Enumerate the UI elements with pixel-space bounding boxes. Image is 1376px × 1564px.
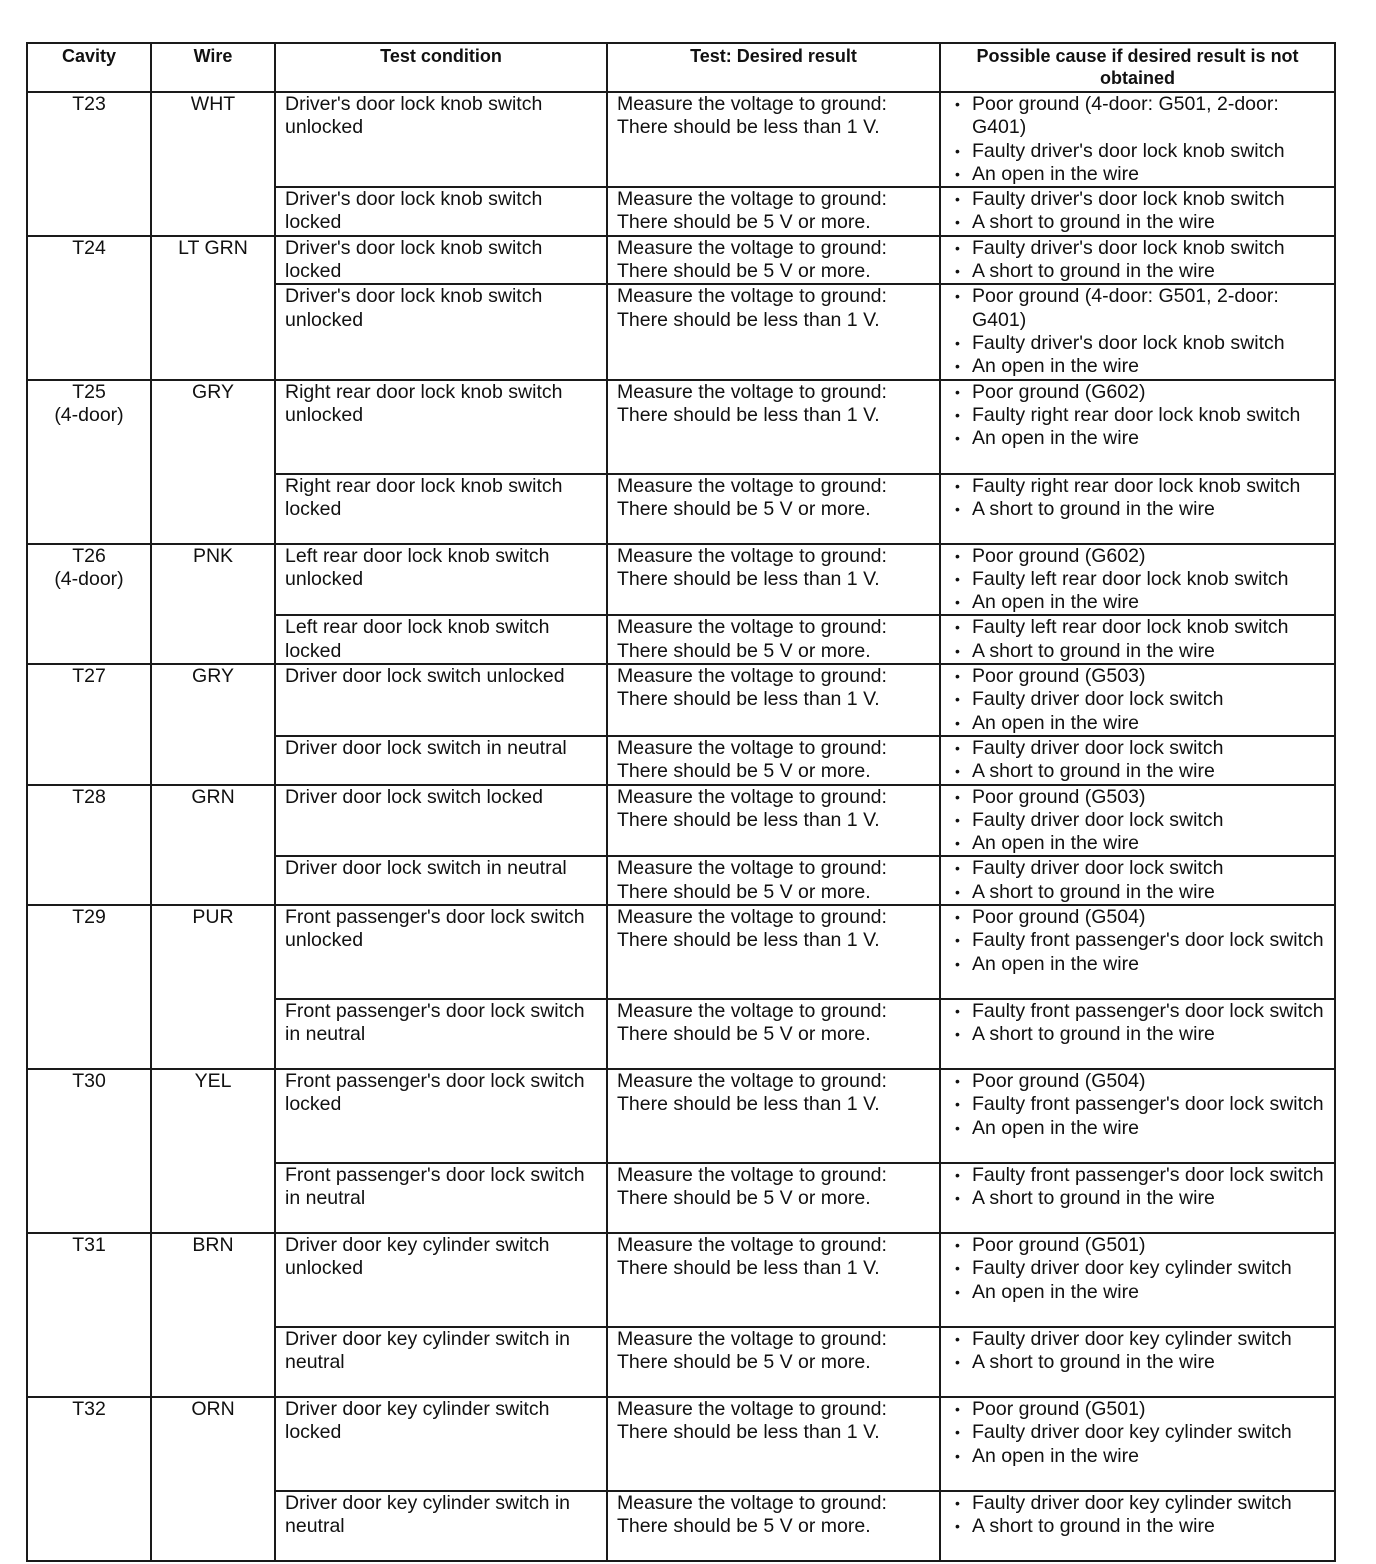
cavity-id: T27 bbox=[72, 665, 106, 688]
cause-item: • An open in the wire bbox=[950, 953, 1328, 976]
desired-result-cell: Measure the voltage to ground: There should be 5 V or more. bbox=[607, 736, 940, 785]
test-condition-cell: Driver door lock switch unlocked bbox=[275, 664, 607, 736]
desired-result-cell: Measure the voltage to ground: There should be 5 V or more. bbox=[607, 1163, 940, 1233]
test-condition-cell: Driver door key cylinder switch in neutral bbox=[275, 1491, 607, 1561]
test-condition-cell: Right rear door lock knob switch locked bbox=[275, 474, 607, 544]
possible-cause-cell bbox=[940, 236, 1335, 285]
cause-list bbox=[950, 857, 1328, 904]
desired-result-cell: Measure the voltage to ground: There should be less than 1 V. bbox=[607, 1233, 940, 1327]
desired-result-cell: Measure the voltage to ground: There should be less than 1 V. bbox=[607, 284, 940, 379]
cause-list bbox=[950, 786, 1328, 856]
cause-list bbox=[950, 1164, 1328, 1211]
cause-item: • Faulty left rear door lock knob switch bbox=[950, 616, 1328, 639]
cause-item: • Faulty driver's door lock knob switch bbox=[950, 332, 1328, 355]
test-condition-cell: Front passenger's door lock switch in neutral bbox=[275, 1163, 607, 1233]
cause-list bbox=[950, 1234, 1328, 1304]
cause-item: • A short to ground in the wire bbox=[950, 211, 1328, 234]
test-condition-cell: Right rear door lock knob switch unlocked bbox=[275, 380, 607, 474]
cause-item: • An open in the wire bbox=[950, 427, 1328, 450]
cavity-note: (4-door) bbox=[54, 567, 124, 590]
wire-color-cell: PUR bbox=[151, 905, 275, 1069]
cavity-cell bbox=[27, 1069, 151, 1233]
cause-list bbox=[950, 237, 1328, 284]
wire-color-cell: YEL bbox=[151, 1069, 275, 1233]
test-condition-cell: Left rear door lock knob switch locked bbox=[275, 615, 607, 664]
cause-item: • An open in the wire bbox=[950, 163, 1328, 186]
cavity-cell bbox=[27, 1397, 151, 1561]
test-condition-cell: Front passenger's door lock switch unlocked bbox=[275, 905, 607, 999]
cause-item: • Faulty driver door key cylinder switch bbox=[950, 1492, 1328, 1515]
table-row bbox=[27, 544, 1335, 616]
cause-item: • Faulty driver door key cylinder switch bbox=[950, 1328, 1328, 1351]
test-condition-cell: Driver door lock switch in neutral bbox=[275, 736, 607, 785]
test-condition-cell: Driver's door lock knob switch unlocked bbox=[275, 92, 607, 187]
table-row bbox=[27, 1233, 1335, 1327]
cause-item: • Faulty driver door lock switch bbox=[950, 737, 1328, 760]
desired-result-cell: Measure the voltage to ground: There should be less than 1 V. bbox=[607, 92, 940, 187]
cause-item: • A short to ground in the wire bbox=[950, 881, 1328, 904]
possible-cause-cell bbox=[940, 544, 1335, 616]
cause-item: • A short to ground in the wire bbox=[950, 498, 1328, 521]
cause-item: • Faulty right rear door lock knob switch bbox=[950, 475, 1328, 498]
desired-result-cell: Measure the voltage to ground: There should be less than 1 V. bbox=[607, 1069, 940, 1163]
table-row bbox=[27, 92, 1335, 187]
desired-result-cell: Measure the voltage to ground: There should be less than 1 V. bbox=[607, 785, 940, 857]
possible-cause-cell bbox=[940, 474, 1335, 544]
cause-item: • Poor ground (G503) bbox=[950, 786, 1328, 809]
possible-cause-cell bbox=[940, 615, 1335, 664]
cause-item: • An open in the wire bbox=[950, 712, 1328, 735]
cause-list bbox=[950, 1492, 1328, 1539]
desired-result-cell: Measure the voltage to ground: There should be 5 V or more. bbox=[607, 615, 940, 664]
test-condition-cell: Driver door lock switch locked bbox=[275, 785, 607, 857]
test-condition-cell: Driver's door lock knob switch unlocked bbox=[275, 284, 607, 379]
cavity-cell bbox=[27, 544, 151, 664]
cause-item: • Poor ground (G503) bbox=[950, 665, 1328, 688]
cavity-id: T24 bbox=[72, 236, 106, 259]
wire-color-cell: ORN bbox=[151, 1397, 275, 1561]
cause-item: • Poor ground (G602) bbox=[950, 381, 1328, 404]
header-row bbox=[27, 43, 1335, 92]
table-row bbox=[27, 1397, 1335, 1491]
cause-item: • Faulty left rear door lock knob switch bbox=[950, 568, 1328, 591]
test-table bbox=[26, 42, 1336, 1562]
cause-item: • A short to ground in the wire bbox=[950, 1515, 1328, 1538]
cause-list bbox=[950, 545, 1328, 615]
desired-result-cell: Measure the voltage to ground: There should be 5 V or more. bbox=[607, 1491, 940, 1561]
table-row bbox=[27, 664, 1335, 736]
cause-item: • Faulty right rear door lock knob switch bbox=[950, 404, 1328, 427]
cavity-cell bbox=[27, 236, 151, 380]
possible-cause-cell bbox=[940, 736, 1335, 785]
cause-list bbox=[950, 1398, 1328, 1468]
cause-item: • Faulty front passenger's door lock switch bbox=[950, 1093, 1328, 1116]
desired-result-cell: Measure the voltage to ground: There should be 5 V or more. bbox=[607, 236, 940, 285]
table-row bbox=[27, 380, 1335, 474]
cause-item: • Poor ground (G504) bbox=[950, 906, 1328, 929]
wire-color-cell: GRY bbox=[151, 380, 275, 544]
test-condition-cell: Driver door lock switch in neutral bbox=[275, 856, 607, 905]
cavity-note: (4-door) bbox=[54, 403, 124, 426]
cause-item: • Poor ground (G501) bbox=[950, 1398, 1328, 1421]
cavity-id: T23 bbox=[72, 93, 106, 115]
cavity-id: T28 bbox=[72, 785, 106, 808]
cause-item: • Faulty driver's door lock knob switch bbox=[950, 188, 1328, 211]
test-condition-cell: Front passenger's door lock switch in neutral bbox=[275, 999, 607, 1069]
cause-list bbox=[950, 1070, 1328, 1140]
cavity-id: T30 bbox=[72, 1070, 106, 1093]
test-condition-cell: Driver's door lock knob switch locked bbox=[275, 236, 607, 285]
possible-cause-cell bbox=[940, 92, 1335, 187]
cavity-cell bbox=[27, 380, 151, 544]
cavity-id: T31 bbox=[72, 1234, 106, 1257]
cause-item: • A short to ground in the wire bbox=[950, 260, 1328, 283]
possible-cause-cell bbox=[940, 187, 1335, 236]
possible-cause-cell bbox=[940, 1491, 1335, 1561]
cavity-id: T26 bbox=[72, 544, 106, 567]
cause-item: • An open in the wire bbox=[950, 1117, 1328, 1140]
cause-item: • A short to ground in the wire bbox=[950, 1351, 1328, 1374]
cause-item: • A short to ground in the wire bbox=[950, 1187, 1328, 1210]
wire-color-cell: GRN bbox=[151, 785, 275, 905]
desired-result-cell: Measure the voltage to ground: There should be 5 V or more. bbox=[607, 187, 940, 236]
cavity-cell bbox=[27, 92, 151, 236]
table-row bbox=[27, 785, 1335, 857]
wire-color-cell: BRN bbox=[151, 1233, 275, 1397]
possible-cause-cell bbox=[940, 1327, 1335, 1397]
cause-item: • Poor ground (G501) bbox=[950, 1234, 1328, 1257]
table-row bbox=[27, 905, 1335, 999]
cause-list bbox=[950, 665, 1328, 735]
cause-item: • Faulty driver door key cylinder switch bbox=[950, 1257, 1328, 1280]
possible-cause-cell bbox=[940, 284, 1335, 379]
test-condition-cell: Left rear door lock knob switch unlocked bbox=[275, 544, 607, 616]
header-cavity: Cavity bbox=[27, 43, 151, 92]
cause-item: • Faulty front passenger's door lock switch bbox=[950, 1164, 1328, 1187]
cavity-cell bbox=[27, 664, 151, 784]
test-condition-cell: Driver's door lock knob switch locked bbox=[275, 187, 607, 236]
cause-item: • A short to ground in the wire bbox=[950, 640, 1328, 663]
cause-list bbox=[950, 906, 1328, 976]
wire-color-cell: WHT bbox=[151, 92, 275, 236]
possible-cause-cell bbox=[940, 1069, 1335, 1163]
possible-cause-cell bbox=[940, 1163, 1335, 1233]
cause-item: • Poor ground (4-door: G501, 2-door: G401) bbox=[950, 93, 1328, 140]
desired-result-cell: Measure the voltage to ground: There should be 5 V or more. bbox=[607, 1327, 940, 1397]
wire-color-cell: PNK bbox=[151, 544, 275, 664]
test-condition-cell: Front passenger's door lock switch locked bbox=[275, 1069, 607, 1163]
possible-cause-cell bbox=[940, 1233, 1335, 1327]
cause-list bbox=[950, 616, 1328, 663]
possible-cause-cell bbox=[940, 999, 1335, 1069]
table-wrapper bbox=[26, 42, 1334, 1562]
cause-item: • A short to ground in the wire bbox=[950, 760, 1328, 783]
wire-color-cell: GRY bbox=[151, 664, 275, 784]
cause-item: • An open in the wire bbox=[950, 355, 1328, 378]
desired-result-cell: Measure the voltage to ground: There should be 5 V or more. bbox=[607, 856, 940, 905]
cause-item: • An open in the wire bbox=[950, 832, 1328, 855]
table-header bbox=[27, 43, 1335, 92]
test-condition-cell: Driver door key cylinder switch unlocked bbox=[275, 1233, 607, 1327]
table-row bbox=[27, 236, 1335, 285]
desired-result-cell: Measure the voltage to ground: There should be 5 V or more. bbox=[607, 474, 940, 544]
cause-item: • Faulty driver door lock switch bbox=[950, 809, 1328, 832]
cause-item: • Faulty front passenger's door lock switch bbox=[950, 929, 1328, 952]
cause-item: • An open in the wire bbox=[950, 1445, 1328, 1468]
desired-result-cell: Measure the voltage to ground: There should be less than 1 V. bbox=[607, 664, 940, 736]
header-desired-result: Test: Desired result bbox=[607, 43, 940, 92]
possible-cause-cell bbox=[940, 380, 1335, 474]
cause-list bbox=[950, 1000, 1328, 1047]
cavity-cell bbox=[27, 1233, 151, 1397]
cause-item: • Faulty driver door lock switch bbox=[950, 688, 1328, 711]
test-condition-cell: Driver door key cylinder switch in neutral bbox=[275, 1327, 607, 1397]
cause-item: • Faulty front passenger's door lock switch bbox=[950, 1000, 1328, 1023]
cavity-cell bbox=[27, 785, 151, 905]
possible-cause-cell bbox=[940, 856, 1335, 905]
cavity-id: T29 bbox=[72, 906, 106, 929]
possible-cause-cell bbox=[940, 905, 1335, 999]
cause-item: • Faulty driver door lock switch bbox=[950, 857, 1328, 880]
cavity-id: T32 bbox=[72, 1398, 106, 1421]
possible-cause-cell bbox=[940, 1397, 1335, 1491]
possible-cause-cell bbox=[940, 664, 1335, 736]
desired-result-cell: Measure the voltage to ground: There should be 5 V or more. bbox=[607, 999, 940, 1069]
cavity-cell bbox=[27, 905, 151, 1069]
cause-item: • A short to ground in the wire bbox=[950, 1023, 1328, 1046]
cause-item: • Poor ground (4-door: G501, 2-door: G401) bbox=[950, 285, 1328, 332]
cause-item: • An open in the wire bbox=[950, 1281, 1328, 1304]
desired-result-cell: Measure the voltage to ground: There should be less than 1 V. bbox=[607, 1397, 940, 1491]
cause-list bbox=[950, 381, 1328, 451]
cause-item: • An open in the wire bbox=[950, 591, 1328, 614]
cause-list bbox=[950, 93, 1328, 186]
header-possible-cause: Possible cause if desired result is not obtained bbox=[940, 43, 1335, 92]
cause-item: • Faulty driver door key cylinder switch bbox=[950, 1421, 1328, 1444]
header-test-condition: Test condition bbox=[275, 43, 607, 92]
cause-list bbox=[950, 737, 1328, 784]
possible-cause-cell bbox=[940, 785, 1335, 857]
table-body bbox=[27, 92, 1335, 1561]
desired-result-cell: Measure the voltage to ground: There should be less than 1 V. bbox=[607, 544, 940, 616]
wire-color-cell: LT GRN bbox=[151, 236, 275, 380]
cause-list bbox=[950, 285, 1328, 378]
cause-list bbox=[950, 1328, 1328, 1375]
cause-item: • Faulty driver's door lock knob switch bbox=[950, 140, 1328, 163]
desired-result-cell: Measure the voltage to ground: There should be less than 1 V. bbox=[607, 905, 940, 999]
cause-item: • Poor ground (G602) bbox=[950, 545, 1328, 568]
test-condition-cell: Driver door key cylinder switch locked bbox=[275, 1397, 607, 1491]
cause-item: • Poor ground (G504) bbox=[950, 1070, 1328, 1093]
cause-list bbox=[950, 475, 1328, 522]
cause-item: • Faulty driver's door lock knob switch bbox=[950, 237, 1328, 260]
table-row bbox=[27, 1069, 1335, 1163]
header-wire: Wire bbox=[151, 43, 275, 92]
cavity-id: T25 bbox=[72, 380, 106, 403]
cause-list bbox=[950, 188, 1328, 235]
desired-result-cell: Measure the voltage to ground: There should be less than 1 V. bbox=[607, 380, 940, 474]
